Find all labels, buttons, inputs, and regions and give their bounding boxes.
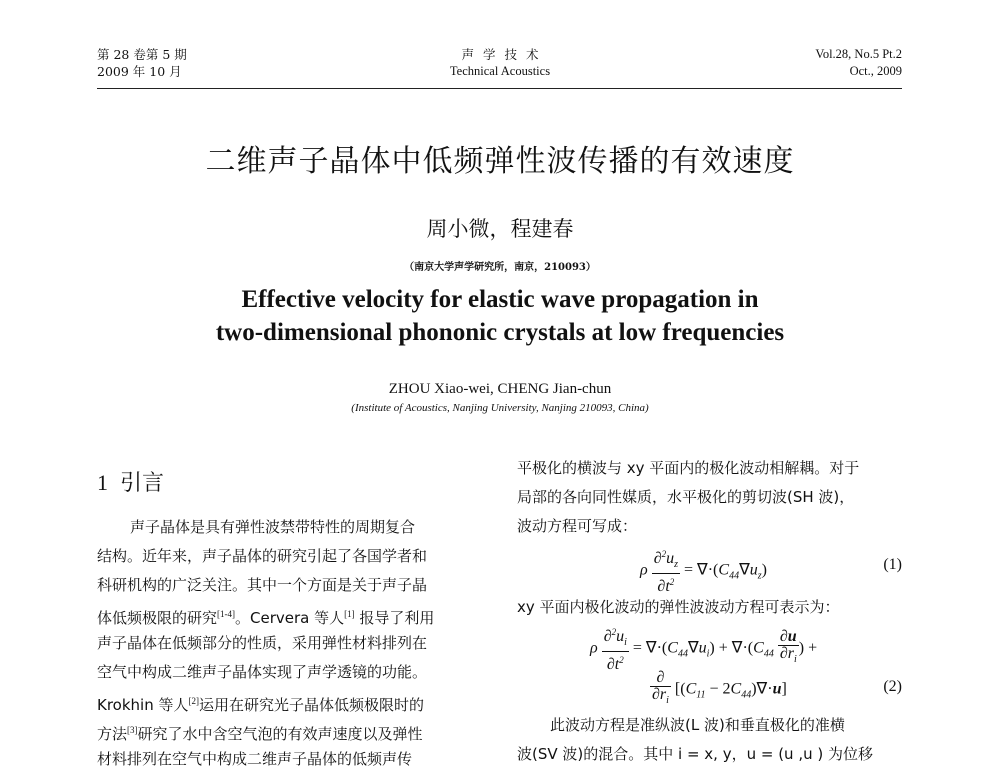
paper-title-en-line1: Effective velocity for elastic wave propagation in (241, 286, 759, 313)
paragraph-line: 声子晶体是具有弹性波禁带特性的周期复合 (130, 518, 416, 536)
citation: [2] (188, 696, 199, 706)
citation: [1-4] (217, 609, 236, 619)
paragraph-line: 平极化的横波与 xy 平面内的极化波动相解耦。对于 (517, 459, 860, 477)
citation: [3] (127, 725, 138, 735)
paragraph-line: xy 平面内极化波动的弹性波波动方程可表示为： (517, 598, 840, 616)
publication-date: 2009 年 10 月 (97, 64, 182, 79)
paragraph-line: 结构。近年来，声子晶体的研究引起了各国学者和 (97, 547, 428, 565)
paragraph-line: 局部的各向同性媒质，水平极化的剪切波(SH 波)， (517, 488, 855, 506)
citation: [1] (344, 609, 355, 619)
section-number: 1 (97, 470, 108, 495)
equation-1-number: (1) (883, 556, 902, 573)
equation-2-line2: $\frac{\partial}{\partial r_i}$ $[(C_{11} - 2C_{44})\nabla\cdot u]$ (652, 669, 787, 707)
affiliation-cn: （南京大学声学研究所，南京，210093） (404, 262, 596, 273)
paragraph-line: 体低频极限的研究[1-4]。Cervera 等人[1] 报导了利用 (97, 609, 435, 627)
paper-title-cn: 二维声子晶体中低频弹性波传播的有效速度 (205, 144, 795, 179)
authors-en: ZHOU Xiao-wei, CHENG Jian-chun (388, 381, 612, 397)
paper-title-en-line2: two-dimensional phononic crystals at low frequencies (215, 319, 785, 346)
paragraph-line: 科研机构的广泛关注。其中一个方面是关于声子晶 (97, 576, 428, 594)
publication-date-en: Oct., 2009 (849, 64, 902, 78)
section-heading (97, 466, 164, 497)
volume-issue: 第 28 卷第 5 期 (97, 47, 187, 62)
affiliation-en: (Institute of Acoustics, Nanjing University, Nanjing 210093, China) (351, 402, 649, 414)
paragraph-line: 波动方程可写成： (517, 517, 638, 535)
right-column-continued (517, 711, 903, 769)
paragraph-line: 波(SV 波)的混合。其中 i = x, y，u = (u ,u ) 为位移 (517, 745, 873, 763)
left-column (97, 513, 481, 774)
equation-2-number: (2) (883, 678, 902, 695)
journal-volume-info-en (815, 46, 902, 80)
paragraph-line: Krokhin 等人[2]运用在研究光子晶体低频极限时的 (97, 696, 425, 714)
paragraph-line: 声子晶体在低频部分的性质，采用弹性材料排列在 (97, 634, 428, 652)
header-rule (97, 88, 902, 89)
paragraph-line: 空气中构成二维声子晶体实现了声学透镜的功能。 (97, 663, 428, 681)
paper-title-en (0, 283, 1000, 349)
volume-issue-en: Vol.28, No.5 Pt.2 (815, 47, 902, 61)
journal-name-cn: 声学技术 (461, 47, 548, 62)
paragraph-line: 方法[3]研究了水中含空气泡的有效声速度以及弹性 (97, 725, 423, 743)
paragraph-line: 此波动方程是准纵波(L 波)和垂直极化的准横 (550, 716, 845, 734)
journal-name (380, 46, 620, 80)
equation-1: ρ $\frac{\partial^2u_z}{\partial t^2}$ = $\nabla\cdot(C_{44}\nabla u_z)$ (640, 546, 767, 595)
equation-2-line1: ρ $\frac{\partial^2u_i}{\partial t^2}$ = $\nabla\cdot(C_{44}\nabla u_i) + \nabla\cdot(C_{44}$ $\frac{\partial u}{\partial r_i}$ ) + (590, 624, 817, 673)
authors-cn: 周小微，程建春 (426, 217, 574, 241)
journal-volume-info (97, 46, 187, 80)
journal-name-en: Technical Acoustics (449, 64, 551, 78)
right-column (517, 454, 903, 541)
paragraph-line: 材料排列在空气中构成二维声子晶体的低频声传 (97, 750, 413, 768)
section-title: 引言 (120, 471, 165, 496)
